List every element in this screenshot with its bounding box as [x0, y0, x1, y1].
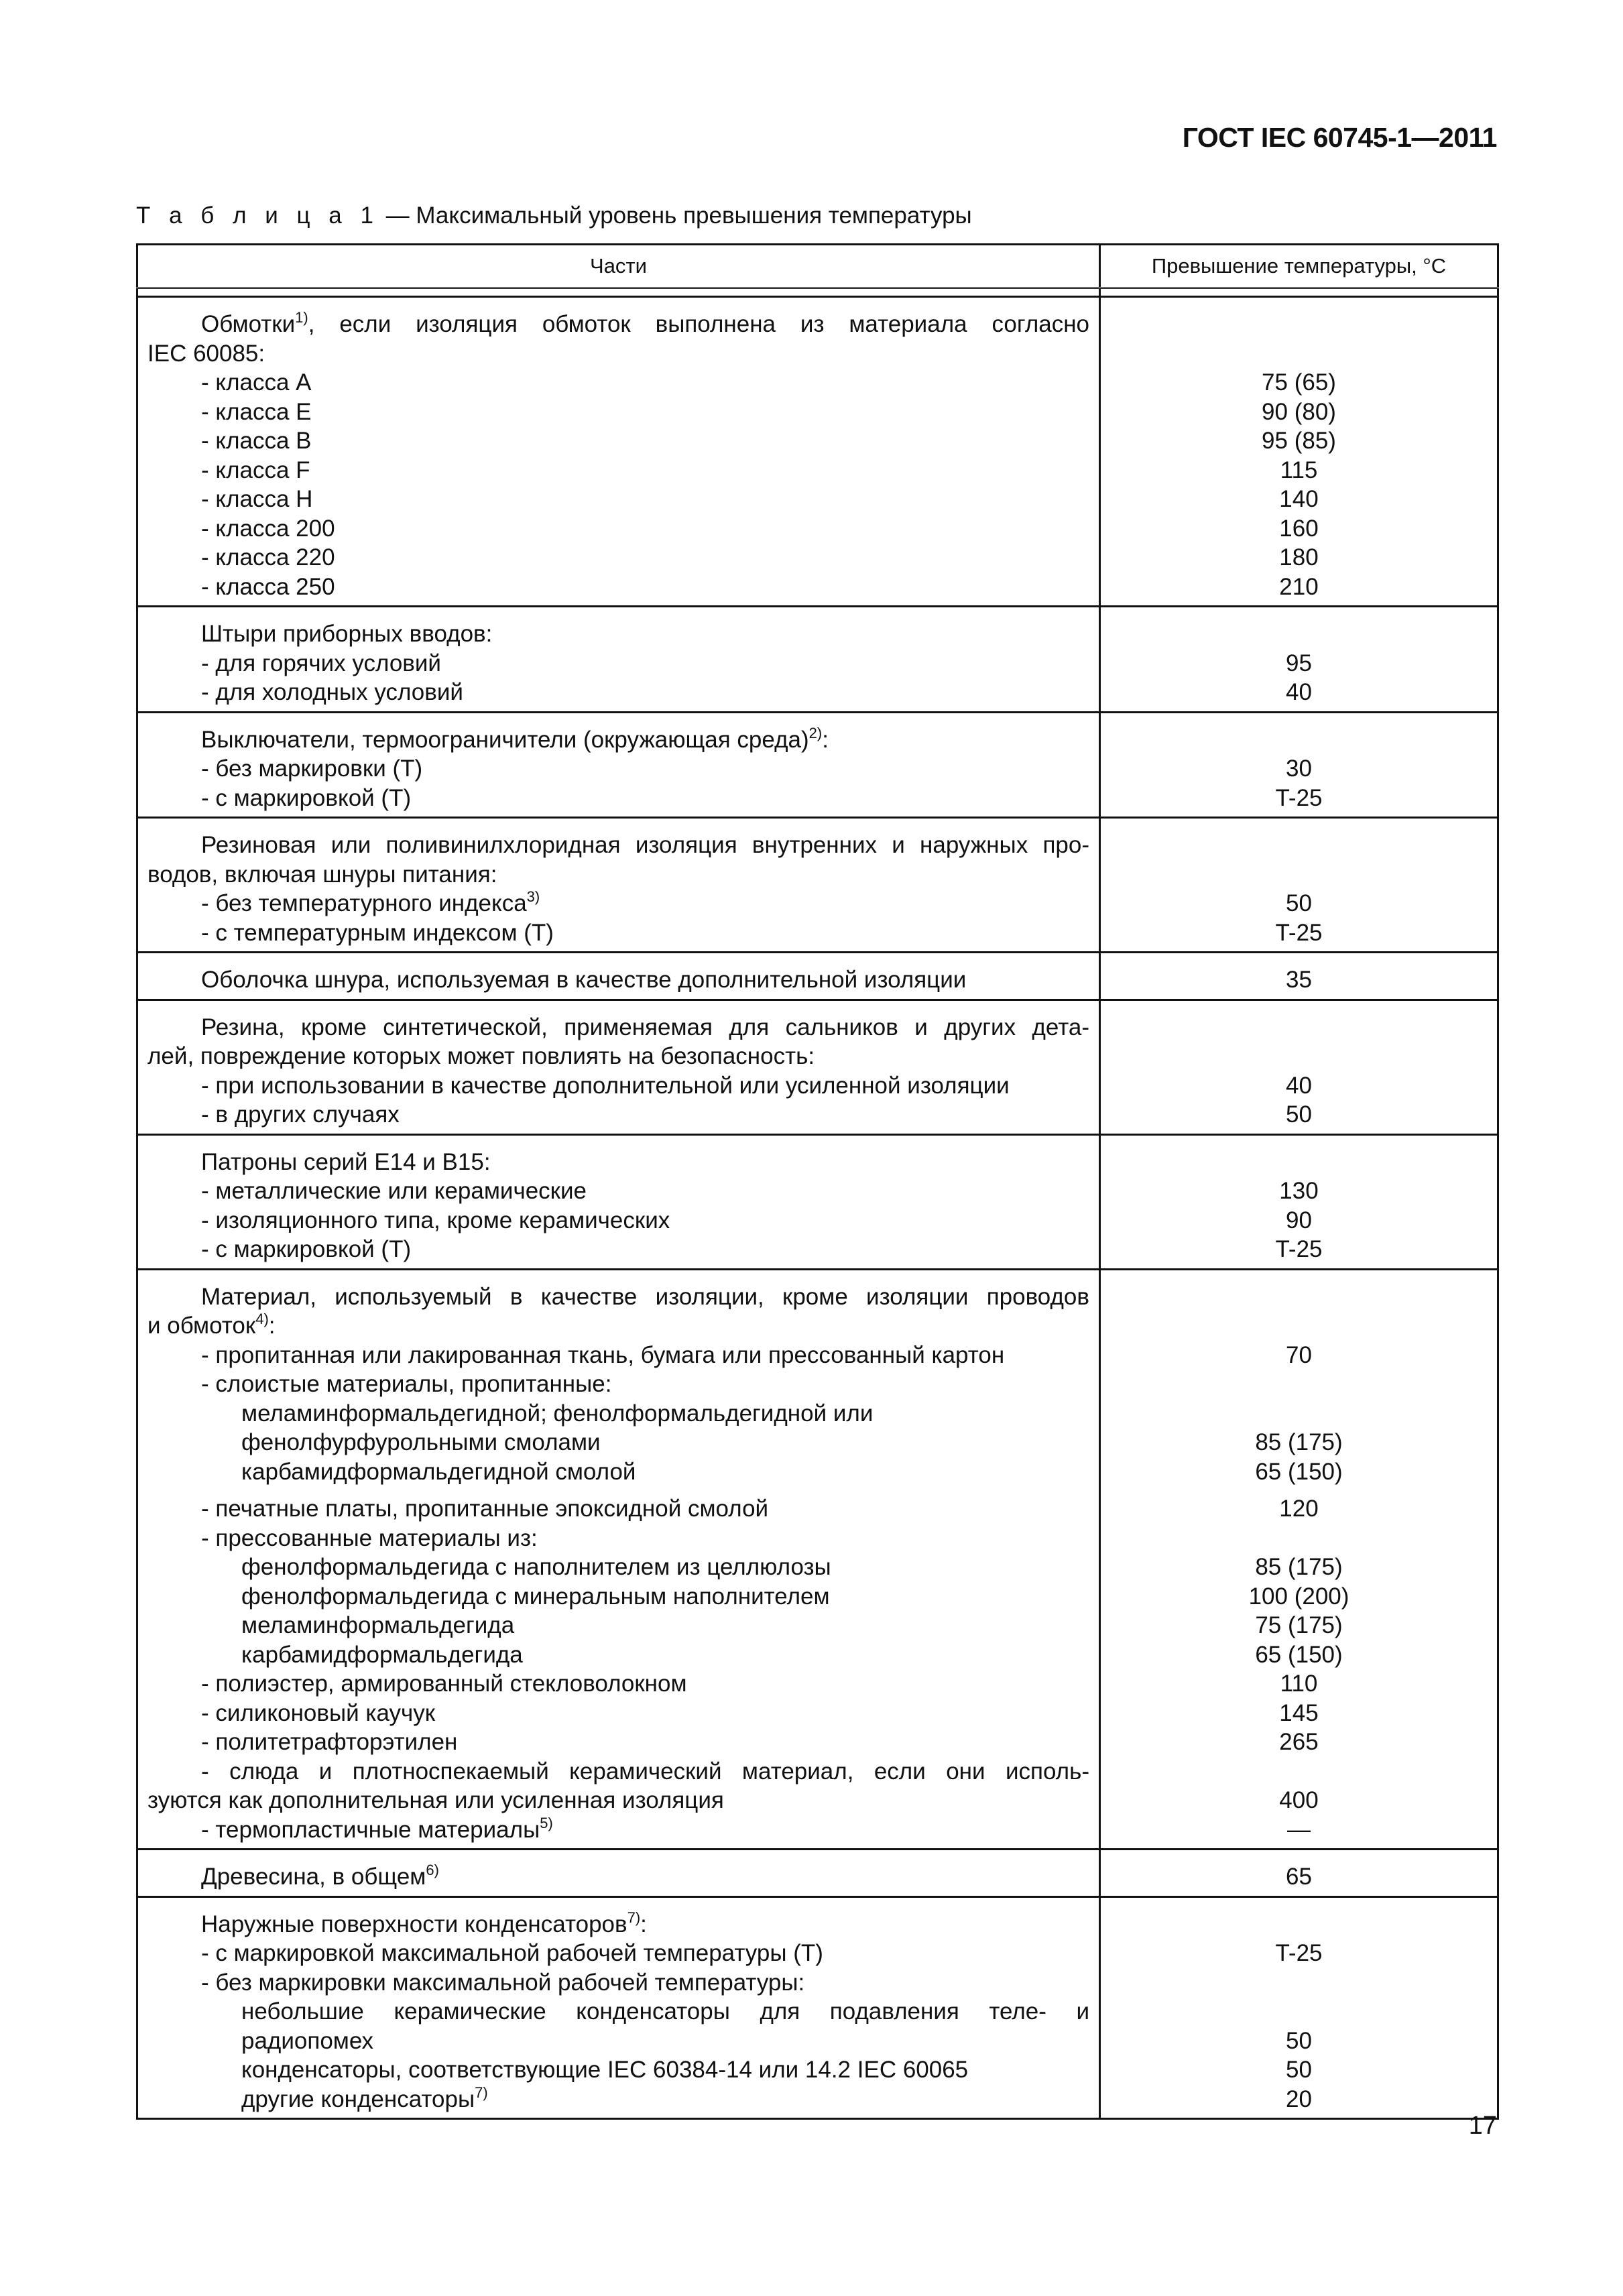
parts-text: меламинформальдегида — [241, 1612, 515, 1638]
value-blank — [1101, 1311, 1497, 1341]
temperature-value: T-25 — [1275, 784, 1323, 811]
temperature-value: T-25 — [1275, 919, 1323, 946]
header-parts: Части — [137, 245, 1100, 288]
parts-line — [147, 1728, 1089, 1757]
parts-line — [147, 1457, 1089, 1487]
table-caption — [136, 202, 972, 229]
parts-text-after: : — [268, 1313, 276, 1339]
parts-line — [147, 1148, 1089, 1177]
cell-parts — [137, 953, 1100, 1000]
parts-line — [147, 1042, 1089, 1071]
parts-text: - при использовании в качестве дополнительной или усиленной изоляции — [201, 1072, 1010, 1099]
value-blank — [1101, 310, 1497, 339]
temperature-value: 85 (175) — [1255, 1429, 1343, 1455]
parts-line — [147, 1640, 1089, 1670]
cell-temperature-rise — [1100, 607, 1498, 713]
header-spacer-right — [1100, 288, 1498, 297]
parts-line — [147, 860, 1089, 890]
cell-temperature-rise — [1100, 712, 1498, 818]
parts-line — [147, 1399, 1089, 1429]
parts-text: Выключатели, термоограничители (окружающая среда) — [201, 726, 809, 753]
value-blank — [1101, 831, 1497, 860]
parts-text-after: : — [822, 726, 829, 753]
parts-text: - пропитанная или лакированная ткань, бумага или прессованный картон — [201, 1341, 1005, 1368]
value-blank — [1101, 860, 1497, 890]
parts-text: - без температурного индекса — [201, 890, 527, 916]
temperature-value: 95 (85) — [1262, 428, 1336, 454]
value-blank — [1101, 1524, 1497, 1553]
temperature-value: 180 — [1279, 544, 1319, 570]
temperature-value: T-25 — [1275, 1236, 1323, 1262]
table-caption-prefix: Т а б л и ц а 1 — [136, 202, 379, 229]
parts-text: - полиэстер, армированный стекловолокном — [201, 1671, 687, 1697]
parts-line — [147, 1968, 1089, 1998]
parts-text: - класса 200 — [201, 515, 335, 542]
parts-line — [147, 2085, 1089, 2114]
temperature-value: 50 — [1286, 1101, 1312, 1128]
parts-line — [147, 1428, 1089, 1457]
cell-parts — [137, 297, 1100, 607]
parts-line — [147, 784, 1089, 813]
temperature-value: 65 — [1286, 1864, 1312, 1890]
header-spacer-left — [137, 288, 1100, 297]
parts-text: Оболочка шнура, используемая в качестве дополнительной изоляции — [201, 967, 967, 993]
parts-line — [147, 1282, 1089, 1312]
parts-text: Наружные поверхности конденсаторов — [201, 1911, 627, 1937]
header-temperature-rise: Превышение температуры, °C — [1100, 245, 1498, 288]
temperature-value: 95 — [1286, 650, 1312, 676]
standard-designation: ГОСТ IEC 60745-1—2011 — [1182, 122, 1497, 153]
value-blank — [1101, 339, 1497, 369]
parts-line — [147, 1553, 1089, 1582]
parts-text: зуются как дополнительная или усиленная изоляция — [147, 1787, 724, 1813]
parts-line — [147, 1235, 1089, 1264]
table-row — [137, 1000, 1498, 1134]
parts-line — [147, 485, 1089, 514]
cell-temperature-rise — [1100, 1269, 1498, 1850]
footnote-ref: 7) — [475, 2084, 488, 2101]
temperature-value: 20 — [1286, 2086, 1312, 2112]
cell-temperature-rise — [1100, 297, 1498, 607]
temperature-value: 400 — [1279, 1787, 1319, 1813]
value-blank — [1101, 1370, 1497, 1399]
parts-line — [147, 725, 1089, 755]
table-row — [137, 953, 1498, 1000]
parts-text: - металлические или керамические — [201, 1178, 587, 1204]
table-caption-text: — Максимальный уровень превышения температуры — [379, 202, 972, 229]
parts-line — [147, 2055, 1089, 2085]
footnote-ref: 2) — [808, 725, 823, 741]
parts-text: Обмотки — [201, 311, 296, 337]
table-row — [137, 1850, 1498, 1897]
temperature-value: 50 — [1286, 2027, 1312, 2054]
parts-text: - для холодных условий — [201, 679, 463, 705]
footnote-ref: 6) — [426, 1862, 439, 1878]
parts-text: - с маркировкой (T) — [201, 1236, 412, 1262]
parts-text: карбамидформальдегида — [241, 1641, 523, 1668]
parts-text: - силиконовый каучук — [201, 1699, 436, 1726]
parts-line — [147, 339, 1089, 369]
table-row — [137, 1134, 1498, 1269]
temperature-value: 70 — [1286, 1341, 1312, 1368]
temperature-value: 50 — [1286, 890, 1312, 916]
cell-temperature-rise — [1100, 818, 1498, 953]
parts-line — [147, 1699, 1089, 1728]
temperature-value: 160 — [1279, 515, 1319, 542]
temperature-value: T-25 — [1275, 1940, 1323, 1966]
cell-parts — [137, 1134, 1100, 1269]
temperature-value: 145 — [1279, 1699, 1319, 1726]
parts-line — [147, 965, 1089, 995]
footnote-ref: 3) — [526, 889, 540, 905]
temperature-value: 75 (65) — [1262, 369, 1336, 396]
value-blank — [1101, 1910, 1497, 1939]
parts-text: фенолфурфурольными смолами — [241, 1429, 601, 1455]
parts-line — [147, 918, 1089, 948]
value-blank — [1101, 1042, 1497, 1071]
parts-text: конденсаторы, соответствующие IEC 60384-14 или 14.2 IEC 60065 — [241, 2057, 969, 2083]
parts-line — [147, 619, 1089, 649]
parts-text: водов, включая шнуры питания: — [147, 861, 497, 888]
temperature-value: 30 — [1286, 756, 1312, 782]
parts-line — [147, 514, 1089, 544]
temperature-value: 50 — [1286, 2057, 1312, 2083]
footnote-ref: 4) — [255, 1311, 269, 1327]
temperature-value: 75 (175) — [1255, 1612, 1343, 1638]
parts-line — [147, 1176, 1089, 1206]
parts-text: Резина, кроме синтетической, применяемая для сальников и других дета- — [201, 1014, 1089, 1040]
temperature-value: 210 — [1279, 573, 1319, 600]
parts-text: фенолформальдегида с минеральным наполнителем — [241, 1583, 830, 1610]
temperature-value: — — [1287, 1816, 1311, 1843]
temperature-value: 90 (80) — [1262, 398, 1336, 425]
temperature-value: 130 — [1279, 1178, 1319, 1204]
parts-line — [147, 1206, 1089, 1235]
cell-parts — [137, 1850, 1100, 1897]
parts-line — [147, 754, 1089, 784]
parts-line — [147, 1071, 1089, 1101]
parts-text: Древесина, в общем — [201, 1864, 426, 1890]
parts-line — [147, 1910, 1089, 1939]
parts-line — [147, 1582, 1089, 1612]
temperature-value: 65 (150) — [1255, 1641, 1343, 1668]
parts-line — [147, 649, 1089, 678]
parts-text: - политетрафторэтилен — [201, 1729, 458, 1755]
parts-text: - термопластичные материалы — [201, 1816, 540, 1843]
parts-text: - с маркировкой (T) — [201, 784, 412, 811]
parts-line — [147, 368, 1089, 398]
temperature-value: 100 (200) — [1248, 1583, 1349, 1610]
temperature-value: 85 (175) — [1255, 1554, 1343, 1580]
temperature-value: 265 — [1279, 1729, 1319, 1755]
temperature-value: 65 (150) — [1255, 1458, 1343, 1485]
table-row — [137, 712, 1498, 818]
temperature-value: 120 — [1279, 1496, 1319, 1522]
parts-line — [147, 1939, 1089, 1968]
cell-parts — [137, 818, 1100, 953]
parts-text: карбамидформальдегидной смолой — [241, 1458, 636, 1485]
table-row — [137, 818, 1498, 953]
parts-line — [147, 1611, 1089, 1640]
parts-line — [147, 1341, 1089, 1370]
parts-line — [147, 2027, 1089, 2056]
parts-line — [147, 456, 1089, 485]
parts-line — [147, 1786, 1089, 1815]
temperature-value: 40 — [1286, 679, 1312, 705]
parts-line — [147, 572, 1089, 602]
temperature-rise-table — [136, 243, 1499, 2120]
parts-text-after: : — [640, 1911, 647, 1937]
parts-text: радиопомех — [241, 2027, 374, 2054]
parts-text: - слюда и плотноспекаемый керамический материал, если они исполь- — [201, 1758, 1089, 1785]
parts-text: - с температурным индексом (T) — [201, 919, 554, 946]
footnote-ref: 1) — [295, 310, 308, 326]
table-header-row — [137, 245, 1498, 288]
cell-temperature-rise — [1100, 1000, 1498, 1134]
value-blank — [1101, 619, 1497, 649]
cell-temperature-rise — [1100, 1134, 1498, 1269]
parts-line — [147, 1370, 1089, 1399]
parts-line — [147, 1815, 1089, 1845]
table-row — [137, 607, 1498, 713]
parts-line — [147, 1494, 1089, 1524]
parts-text: меламинформальдегидной; фенолформальдегидной или — [241, 1400, 874, 1427]
value-blank — [1101, 1013, 1497, 1042]
parts-text: другие конденсаторы — [241, 2086, 475, 2112]
parts-text: небольшие керамические конденсаторы для подавления теле- и — [241, 1998, 1089, 2025]
parts-line — [147, 1997, 1089, 2027]
parts-line — [147, 1311, 1089, 1341]
parts-text: - в других случаях — [201, 1101, 400, 1128]
value-blank — [1101, 1757, 1497, 1787]
parts-text: - без маркировки (T) — [201, 756, 423, 782]
parts-text: Резиновая или поливинилхлоридная изоляция внутренних и наружных про- — [201, 832, 1089, 858]
parts-line — [147, 398, 1089, 427]
parts-text: - класса B — [201, 428, 312, 454]
parts-text: Патроны серий E14 и B15: — [201, 1148, 491, 1175]
parts-text: - слоистые материалы, пропитанные: — [201, 1371, 612, 1397]
parts-text: Штыри приборных вводов: — [201, 621, 493, 647]
parts-text: - с маркировкой максимальной рабочей температуры (T) — [201, 1940, 823, 1966]
table-row — [137, 297, 1498, 607]
cell-temperature-rise — [1100, 1896, 1498, 2119]
value-blank — [1101, 1997, 1497, 2027]
parts-text: - класса 220 — [201, 544, 335, 570]
parts-line — [147, 1862, 1089, 1892]
table-row — [137, 1269, 1498, 1850]
cell-temperature-rise — [1100, 953, 1498, 1000]
parts-text: - прессованные материалы из: — [201, 1524, 538, 1551]
parts-text: лей, повреждение которых может повлиять на безопасность: — [147, 1043, 815, 1069]
temperature-value: 110 — [1280, 1671, 1318, 1697]
parts-text-after: , если изоляция обмоток выполнена из материала согласно — [308, 311, 1089, 337]
parts-text: - печатные платы, пропитанные эпоксидной смолой — [201, 1496, 769, 1522]
parts-text: - класса H — [201, 486, 313, 512]
cell-parts — [137, 607, 1100, 713]
parts-line — [147, 310, 1089, 339]
value-blank — [1101, 1968, 1497, 1998]
parts-line — [147, 426, 1089, 456]
value-blank — [1101, 1282, 1497, 1312]
table-row — [137, 1896, 1498, 2119]
footnote-ref: 5) — [540, 1815, 553, 1831]
parts-line — [147, 678, 1089, 707]
parts-line — [147, 1757, 1089, 1787]
parts-text: и обмоток — [147, 1313, 256, 1339]
page-number: 17 — [1468, 2112, 1497, 2140]
parts-line — [147, 1100, 1089, 1130]
parts-line — [147, 831, 1089, 860]
parts-text: - изоляционного типа, кроме керамических — [201, 1207, 670, 1233]
temperature-value: 35 — [1286, 967, 1312, 993]
parts-text: фенолформальдегида с наполнителем из целлюлозы — [241, 1554, 831, 1580]
cell-parts — [137, 1896, 1100, 2119]
line-gap — [147, 1486, 1089, 1494]
cell-parts — [137, 1269, 1100, 1850]
parts-text: Материал, используемый в качестве изоляции, кроме изоляции проводов — [201, 1283, 1089, 1310]
value-blank — [1101, 1399, 1497, 1429]
cell-temperature-rise — [1100, 1850, 1498, 1897]
parts-text: - класса E — [201, 398, 312, 425]
parts-line — [147, 1013, 1089, 1042]
parts-line — [147, 1524, 1089, 1553]
header-spacer-row — [137, 288, 1498, 297]
parts-line — [147, 543, 1089, 572]
footnote-ref: 7) — [627, 1909, 641, 1926]
value-blank — [1101, 1148, 1497, 1177]
cell-parts — [137, 1000, 1100, 1134]
value-gap — [1101, 1486, 1497, 1494]
parts-text: - класса F — [201, 457, 310, 483]
parts-text: - класса 250 — [201, 573, 335, 600]
parts-line — [147, 889, 1089, 918]
parts-line — [147, 1669, 1089, 1699]
temperature-value: 90 — [1286, 1207, 1312, 1233]
temperature-value: 40 — [1286, 1072, 1312, 1099]
parts-text: - для горячих условий — [201, 650, 441, 676]
value-blank — [1101, 725, 1497, 755]
parts-text: - без маркировки максимальной рабочей температуры: — [201, 1969, 805, 1996]
temperature-value: 115 — [1280, 457, 1318, 483]
temperature-value: 140 — [1279, 486, 1319, 512]
parts-text: IEC 60085: — [147, 340, 265, 367]
cell-parts — [137, 712, 1100, 818]
parts-text: - класса A — [201, 369, 312, 396]
